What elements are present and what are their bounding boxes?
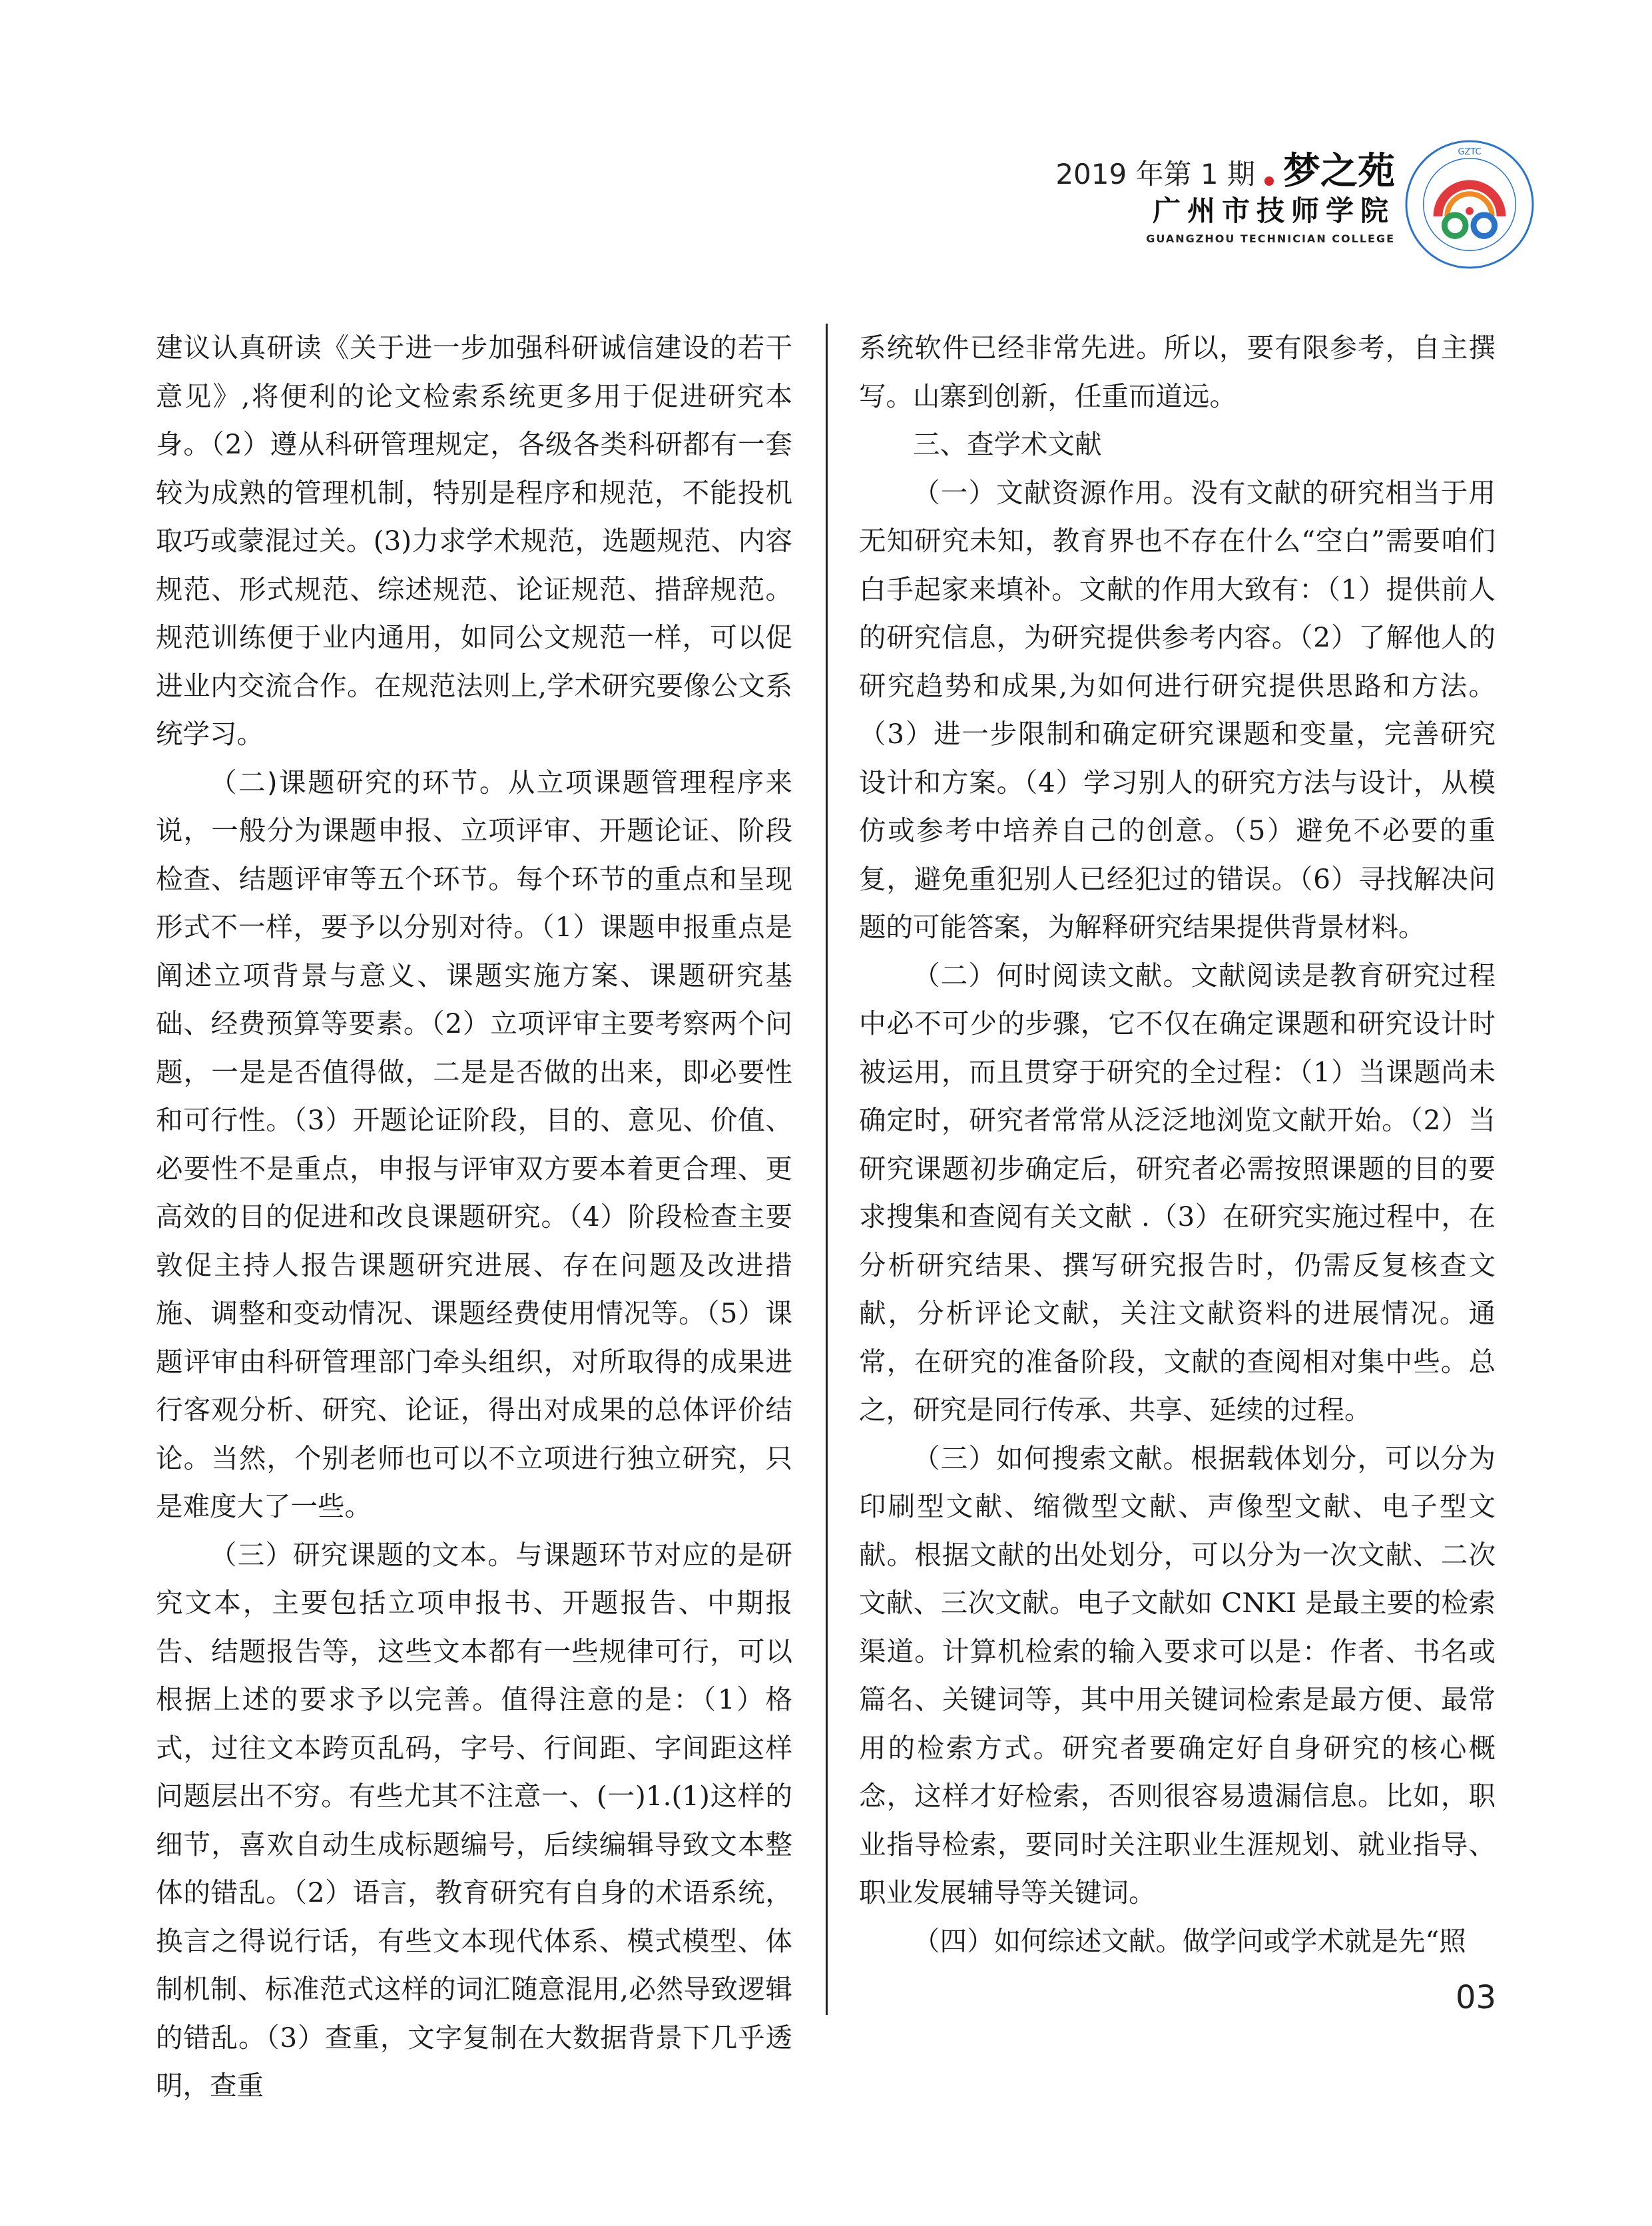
paragraph: （二）何时阅读文献。文献阅读是教育研究过程中必不可少的步骤，它不仅在确定课题和研究设计时被运用，而且贯穿于研究的全过程：（1）当课题尚未确定时，研究者常常从泛泛地浏览文献开始。（2）当研究课题初步确定后，研究者必需按照课题的目的要求搜集和查阅有关文献 .（3）在研究实施过程中，在分析研究结果、撰写研究报告时，仍需反复核查文献，分析评论文献，关注文献资料的进展情况。通常，在研究的准备阶段，文献的查阅相对集中些。总之，研究是同行传承、共享、延续的过程。 xyxy=(859,959,1496,1426)
header-issue-line xyxy=(1055,152,1395,200)
subheading: （三）研究课题的文本。 xyxy=(210,1538,515,1571)
svg-text:GZTC: GZTC xyxy=(1458,146,1482,157)
section-heading: 三、查学术文献 xyxy=(913,428,1102,460)
page-number: 03 xyxy=(1456,1979,1497,2016)
paragraph: （四）如何综述文献。做学问或学术就是先“照 xyxy=(913,1924,1466,1957)
red-dot-icon xyxy=(1264,176,1274,186)
paragraph: （一）文献资源作用。没有文献的研究相当于用无知研究未知，教育界也不存在什么“空白”需要咱们白手起家来填补。文献的作用大致有：（1）提供前人的研究信息，为研究提供参考内容。（2）了解他人的研究趋势和成果,为如何进行研究提供思路和方法。（3）进一步限制和确定研究课题和变量，完善研究设计和方案。（4）学习别人的研究方法与设计，从模仿或参考中培养自己的创意。（5）避免不必要的重复，避免重犯别人已经犯过的错误。（6）寻找解决问题的可能答案，为解释研究结果提供背景材料。 xyxy=(859,476,1496,943)
school-name: 广州市技师学院 xyxy=(1152,194,1395,227)
issue-label: 2019 年第 1 期 xyxy=(1055,158,1255,190)
college-logo xyxy=(1404,139,1535,270)
column-divider xyxy=(826,324,828,2015)
paragraph: （三）研究课题的文本。与课题环节对应的是研究文本，主要包括立项申报书、开题报告、中期报告、结题报告等，这些文本都有一些规律可行，可以根据上述的要求予以完善。值得注意的是：（1）格式，过往文本跨页乱码，字号、行间距、字间距这样问题层出不穷。有些尤其不注意一、(一)1.(1)这样的细节，喜欢自动生成标题编号，后续编辑导致文本整体的错乱。（2）语言，教育研究有自身的术语系统，换言之得说行话，有些文本现代体系、模式模型、体制机制、标准范式这样的词汇随意混用,必然导致逻辑的错乱。（3）查重，文字复制在大数据背景下几乎透明，查重 xyxy=(156,1538,793,2101)
paragraph: 系统软件已经非常先进。所以，要有限参考，自主撰写。山寨到创新，任重而道远。 xyxy=(859,332,1496,412)
subheading: （三）如何搜索文献。 xyxy=(913,1442,1191,1474)
subheading: （二）何时阅读文献。 xyxy=(913,959,1191,991)
paragraph: （二)课题研究的环节。从立项课题管理程序来说，一般分为课题申报、立项评审、开题论证、阶段检查、结题评审等五个环节。每个环节的重点和呈现形式不一样，要予以分别对待。（1）课题申报重点是阐述立项背景与意义、课题实施方案、课题研究基础、经费预算等要素。（2）立项评审主要考察两个问题，一是是否值得做，二是是否做的出来，即必要性和可行性。（3）开题论证阶段，目的、意见、价值、必要性不是重点，申报与评审双方要本着更合理、更高效的目的促进和改良课题研究。（4）阶段检查主要敦促主持人报告课题研究进展、存在问题及改进措施、调整和变动情况、课题经费使用情况等。（5）课题评审由科研管理部门牵头组织，对所取得的成果进行客观分析、研究、论证，得出对成果的总体评价结论。当然，个别老师也可以不立项进行独立研究，只是难度大了一些。 xyxy=(156,766,792,1522)
right-column xyxy=(859,324,1496,2015)
subheading: （一）文献资源作用。 xyxy=(913,476,1191,509)
magazine-title: 梦之苑 xyxy=(1283,150,1395,193)
school-english-name: GUANGZHOU TECHNICIAN COLLEGE xyxy=(1146,232,1395,245)
paragraph: （三）如何搜索文献。根据载体划分，可以分为印刷型文献、缩微型文献、声像型文献、电子型文献。根据文献的出处划分，可以分为一次文献、二次文献、三次文献。电子文献如 CNKI 是最主要的检索渠道。计算机检索的输入要求可以是：作者、书名或篇名、关键词等，其中用关键词检索是最方便、最常用的检索方式。研究者要确定好自身研究的核心概念，这样才好检索，否则很容易遗漏信息。比如，职业指导检索，要同时关注职业生涯规划、就业指导、职业发展辅导等关键词。 xyxy=(859,1442,1496,1908)
subheading: （四）如何综述文献。 xyxy=(913,1924,1183,1957)
left-column xyxy=(156,324,793,2101)
paragraph: 建议认真研读《关于进一步加强科研诚信建设的若干意见》,将便利的论文检索系统更多用于促进研究本身。（2）遵从科研管理规定，各级各类科研都有一套较为成熟的管理机制，特别是程序和规范，不能投机取巧或蒙混过关。(3)力求学术规范，选题规范、内容规范、形式规范、综述规范、论证规范、措辞规范。规范训练便于业内通用，如同公文规范一样，可以促进业内交流合作。在规范法则上,学术研究要像公文系统学习。 xyxy=(156,332,792,750)
subheading: （二)课题研究的环节。 xyxy=(210,766,508,798)
